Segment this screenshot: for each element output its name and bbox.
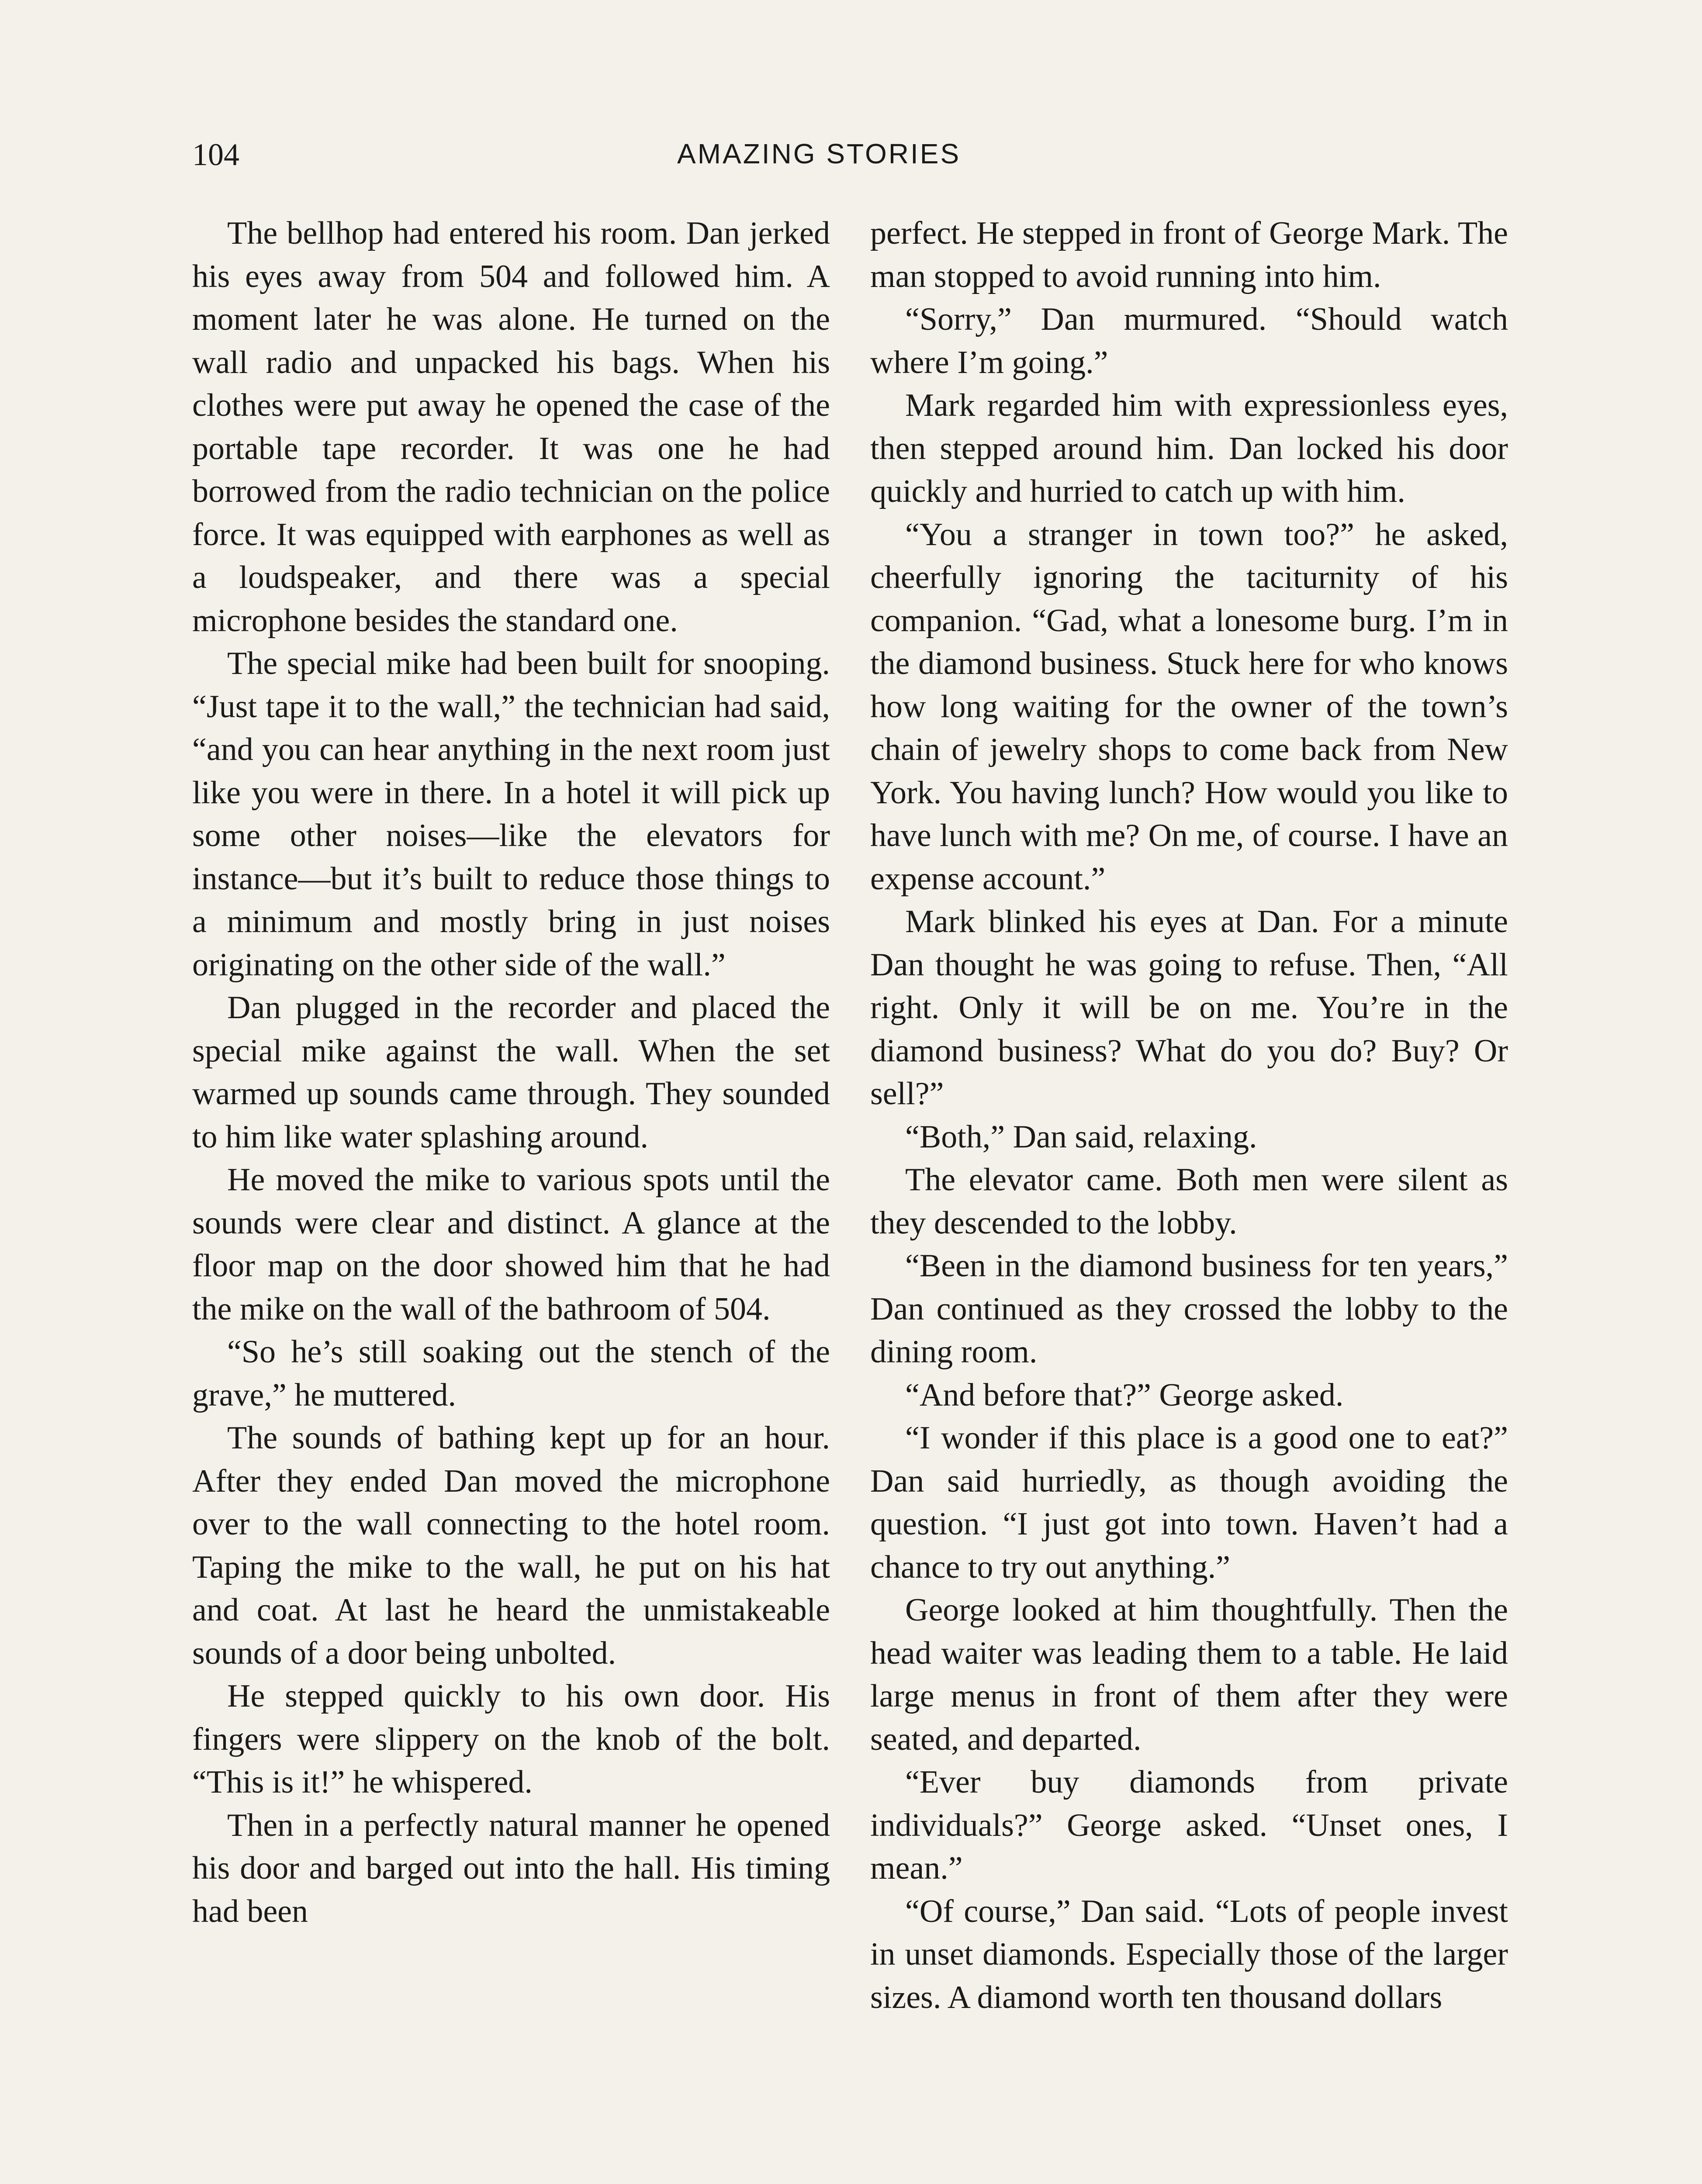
paragraph: “And before that?” George asked. <box>905 1377 1344 1413</box>
page-number: 104 <box>192 137 239 172</box>
running-head: AMAZING STORIES <box>677 138 961 169</box>
paragraph: “You a stranger in town too?” he asked, cheerfully ignoring the taciturnity of his companion. “Gad, what a lonesome burg. I’m in the diamond business. Stuck here for who knows how long waiting for the owner of the town’s chain of jewelry shops to come back from New York. You having lunch? How would you like to have lunch with me? On me, of course. I have an expense account.” <box>870 516 1508 897</box>
paragraph: George looked at him thoughtfully. Then the head waiter was leading them to a table. He laid large menus in front of them after they were seated, and departed. <box>870 1592 1508 1757</box>
paragraph: The special mike had been built for snooping. “Just tape it to the wall,” the technician had said, “and you can hear anything in the next room just like you were in there. In a hotel it will pick up some other noises—like the elevators for instance—but it’s built to reduce those things to a minimum and mostly bring in just noises originating on the other side of the wall.” <box>192 646 830 983</box>
paragraph: “Sorry,” Dan murmured. “Should watch where I’m going.” <box>870 301 1508 380</box>
right-column <box>870 212 1508 2019</box>
paragraph: “Been in the diamond business for ten years,” Dan continued as they crossed the lobby to the dining room. <box>870 1248 1508 1370</box>
paragraph: Mark blinked his eyes at Dan. For a minute Dan thought he was going to refuse. Then, “All right. Only it will be on me. You’re in the diamond business? What do you do? Buy? Or sell?” <box>870 904 1508 1112</box>
paragraph: He stepped quickly to his own door. His fingers were slippery on the knob of the bolt. “This is it!” he whispered. <box>192 1678 830 1800</box>
paragraph: Then in a perfectly natural manner he opened his door and barged out into the hall. His timing had been <box>192 1807 830 1929</box>
paragraph: “Ever buy diamonds from private individuals?” George asked. “Unset ones, I mean.” <box>870 1764 1508 1886</box>
paragraph-continued: perfect. He stepped in front of George Mark. The man stopped to avoid running into him. <box>870 215 1508 294</box>
paragraph: “I wonder if this place is a good one to eat?” Dan said hurriedly, as though avoiding the question. “I just got into town. Haven’t had a chance to try out anything.” <box>870 1420 1508 1585</box>
paragraph: “Both,” Dan said, relaxing. <box>905 1119 1257 1155</box>
paragraph: The sounds of bathing kept up for an hour. After they ended Dan moved the microphone over to the wall connecting to the hotel room. Taping the mike to the wall, he put on his hat and coat. At last he heard the unmistakeable sounds of a door being unbolted. <box>192 1420 830 1671</box>
left-column <box>192 212 830 1933</box>
paragraph: He moved the mike to various spots until the sounds were clear and distinct. A glance at the floor map on the door showed him that he had the mike on the wall of the bathroom of 504. <box>192 1162 830 1327</box>
paragraph: The bellhop had entered his room. Dan jerked his eyes away from 504 and followed him. A moment later he was alone. He turned on the wall radio and unpacked his bags. When his clothes were put away he opened the case of the portable tape recorder. It was one he had borrowed from the radio technician on the police force. It was equipped with earphones as well as a loudspeaker, and there was a special microphone besides the standard one. <box>192 215 830 639</box>
paragraph: Dan plugged in the recorder and placed the special mike against the wall. When the set warmed up sounds came through. They sounded to him like water splashing around. <box>192 990 830 1155</box>
paragraph: Mark regarded him with expressionless eyes, then stepped around him. Dan locked his door quickly and hurried to catch up with him. <box>870 387 1508 509</box>
paragraph: “So he’s still soaking out the stench of the grave,” he muttered. <box>192 1334 830 1413</box>
paragraph: The elevator came. Both men were silent as they descended to the lobby. <box>870 1162 1508 1241</box>
paragraph: “Of course,” Dan said. “Lots of people invest in unset diamonds. Especially those of the larger sizes. A diamond worth ten thousand dollars <box>870 1893 1508 2015</box>
